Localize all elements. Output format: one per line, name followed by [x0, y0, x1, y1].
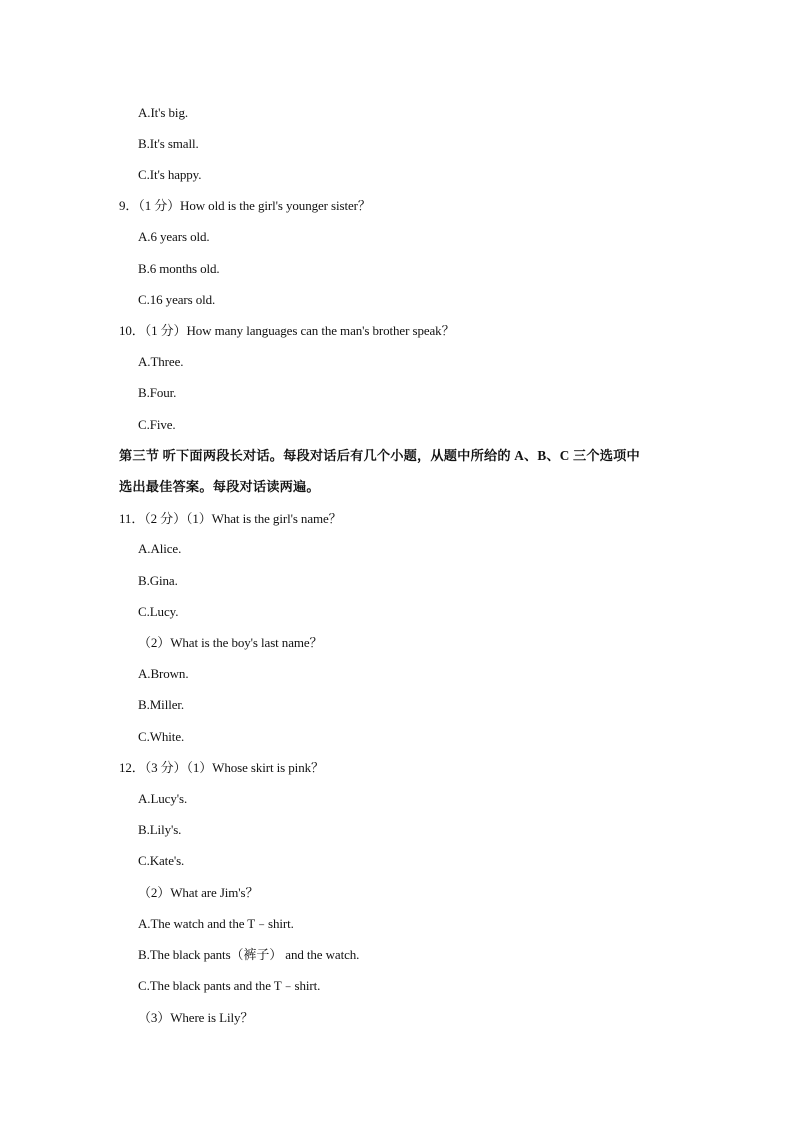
q12-2-option-b: B.The black pants（裤子） and the watch. — [138, 947, 360, 962]
q10-option-b: B.Four. — [138, 385, 177, 400]
q11-1-option-b: B.Gina. — [138, 573, 178, 588]
q11-1-option-c: C.Lucy. — [138, 604, 179, 619]
q12-1-option-b: B.Lily's. — [138, 822, 182, 837]
q12-1-option-c: C.Kate's. — [138, 853, 185, 868]
q11-2-option-b: B.Miller. — [138, 697, 185, 712]
question-11-2: （2）What is the boy's last name？ — [138, 635, 323, 650]
q10-option-c: C.Five. — [138, 417, 176, 432]
q8-option-c: C.It's happy. — [138, 167, 202, 182]
q12-1-option-a: A.Lucy's. — [138, 791, 188, 806]
q9-option-c: C.16 years old. — [138, 292, 216, 307]
q8-option-a: A.It's big. — [138, 105, 188, 120]
q12-2-option-c: C.The black pants and the T﹣shirt. — [138, 978, 321, 993]
q9-option-a: A.6 years old. — [138, 229, 210, 244]
question-10: 10．（1 分）How many languages can the man's brother speak？ — [119, 323, 455, 338]
q11-2-option-c: C.White. — [138, 729, 185, 744]
section-3-heading-line-1: 第三节 听下面两段长对话。每段对话后有几个小题，从题中所给的 A、B、C 三个选项中 — [119, 448, 640, 463]
question-12: 12．（3 分）（1）Whose skirt is pink？ — [119, 760, 324, 775]
q12-2-option-a: A.The watch and the T﹣shirt. — [138, 916, 294, 931]
q11-1-option-a: A.Alice. — [138, 541, 182, 556]
question-9: 9．（1 分）How old is the girl's younger sister？ — [119, 198, 371, 213]
question-12-2: （2）What are Jim's？ — [138, 885, 259, 900]
section-3-heading-line-2: 选出最佳答案。每段对话读两遍。 — [119, 479, 320, 494]
q8-option-b: B.It's small. — [138, 136, 199, 151]
q10-option-a: A.Three. — [138, 354, 184, 369]
question-12-3: （3）Where is Lily？ — [138, 1010, 254, 1025]
q11-2-option-a: A.Brown. — [138, 666, 189, 681]
q9-option-b: B.6 months old. — [138, 261, 220, 276]
question-11: 11．（2 分）（1）What is the girl's name？ — [119, 511, 342, 526]
